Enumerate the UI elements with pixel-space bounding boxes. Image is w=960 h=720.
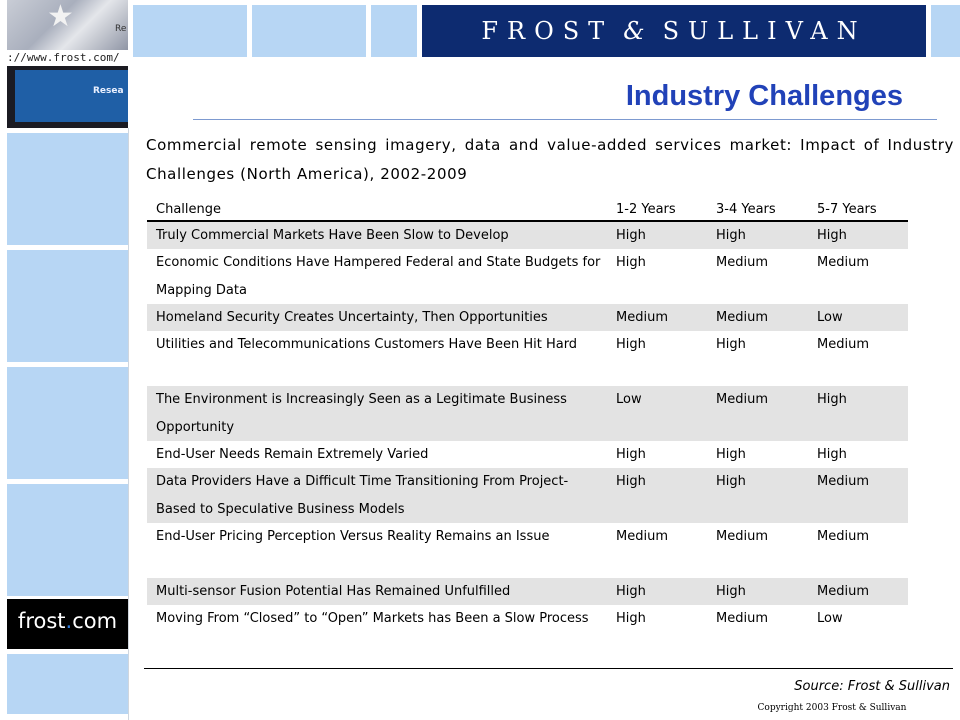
challenge-cell: End-User Pricing Perception Versus Reality Remains an Issue — [156, 529, 550, 544]
header-tile — [252, 5, 366, 57]
brand-frost: FROST — [481, 17, 614, 45]
header-3-4-years: 3-4 Years — [716, 202, 776, 217]
impact-5-7-cell: High — [817, 228, 847, 243]
impact-3-4-cell: High — [716, 584, 746, 599]
header-challenge: Challenge — [156, 202, 221, 217]
table-bottom-rule — [144, 668, 953, 669]
logo-dot: . — [65, 609, 73, 633]
challenges-table — [147, 200, 908, 660]
copyright-notice: Copyright 2003 Frost & Sullivan — [704, 702, 960, 720]
rail-tile — [7, 133, 128, 245]
impact-3-4-cell: Medium — [716, 392, 768, 407]
brand-ampersand: & — [623, 17, 645, 45]
challenge-cell: End-User Needs Remain Extremely Varied — [156, 447, 429, 462]
rail-divider — [128, 128, 129, 720]
page-title: Industry Challenges — [625, 80, 903, 112]
impact-1-2-cell: Medium — [616, 310, 668, 325]
rail-tile — [7, 367, 128, 479]
table-row — [147, 578, 908, 605]
header-1-2-years: 1-2 Years — [616, 202, 676, 217]
logo-text-right: com — [72, 609, 118, 633]
impact-5-7-cell: Medium — [817, 529, 869, 544]
table-row — [147, 523, 908, 578]
challenge-cell: Data Providers Have a Difficult Time Transitioning From Project-Based to Speculative Business Models — [156, 474, 569, 517]
table-row — [147, 249, 908, 304]
table-row — [147, 222, 908, 249]
impact-1-2-cell: High — [616, 584, 646, 599]
impact-5-7-cell: High — [817, 392, 847, 407]
impact-1-2-cell: High — [616, 474, 646, 489]
challenge-cell: Homeland Security Creates Uncertainty, Then Opportunities — [156, 310, 548, 325]
logo-text-left: frost — [17, 609, 66, 633]
table-row — [147, 331, 908, 386]
header-tile — [371, 5, 417, 57]
left-rail — [0, 0, 132, 720]
table-row — [147, 605, 908, 660]
impact-3-4-cell: Medium — [716, 310, 768, 325]
impact-3-4-cell: Medium — [716, 255, 768, 270]
impact-1-2-cell: High — [616, 337, 646, 352]
impact-1-2-cell: High — [616, 611, 646, 626]
impact-3-4-cell: High — [716, 228, 746, 243]
rail-tile — [7, 654, 128, 714]
frost-com-logo — [7, 599, 128, 649]
header-tile — [133, 5, 247, 57]
challenge-cell: Utilities and Telecommunications Customers Have Been Hit Hard — [156, 337, 578, 352]
header-tile — [931, 5, 960, 57]
impact-1-2-cell: Low — [616, 392, 642, 407]
impact-3-4-cell: Medium — [716, 529, 768, 544]
rail-tile — [7, 250, 128, 362]
table-row — [147, 468, 908, 523]
challenge-cell: Moving From “Closed” to “Open” Markets has Been a Slow Process — [156, 611, 589, 626]
source-note: Source: Frost & Sullivan — [794, 679, 950, 694]
impact-3-4-cell: High — [716, 474, 746, 489]
table-header-row — [147, 200, 908, 222]
star-icon: ★ — [47, 0, 74, 34]
impact-5-7-cell: Medium — [817, 474, 869, 489]
table-row — [147, 386, 908, 441]
impact-5-7-cell: Medium — [817, 255, 869, 270]
title-divider — [193, 119, 937, 120]
impact-1-2-cell: High — [616, 228, 646, 243]
impact-3-4-cell: High — [716, 447, 746, 462]
impact-3-4-cell: High — [716, 337, 746, 352]
rail-tile — [7, 484, 128, 596]
impact-5-7-cell: Medium — [817, 584, 869, 599]
impact-1-2-cell: High — [616, 447, 646, 462]
thumbnail-banner: Resea — [15, 70, 128, 122]
table-row — [147, 441, 908, 468]
impact-5-7-cell: Low — [817, 310, 843, 325]
impact-5-7-cell: Low — [817, 611, 843, 626]
impact-3-4-cell: Medium — [716, 611, 768, 626]
challenge-cell: Multi-sensor Fusion Potential Has Remained Unfulfilled — [156, 584, 511, 599]
impact-1-2-cell: High — [616, 255, 646, 270]
challenge-cell: Economic Conditions Have Hampered Federal and State Budgets for Mapping Data — [156, 255, 601, 298]
impact-1-2-cell: Medium — [616, 529, 668, 544]
challenge-cell: Truly Commercial Markets Have Been Slow to Develop — [156, 228, 509, 243]
frost-sullivan-logo — [422, 5, 926, 57]
thumbnail-corner-text: Re — [115, 24, 127, 34]
brand-sullivan: SULLIVAN — [662, 17, 867, 45]
table-caption: Commercial remote sensing imagery, data and value-added services market: Impact of Industry Challenges (North America), 2002-2009 — [146, 136, 954, 183]
website-thumbnail — [7, 0, 128, 128]
challenge-cell: The Environment is Increasingly Seen as a Legitimate Business Opportunity — [156, 392, 567, 435]
thumbnail-url: ://www.frost.com/ — [7, 50, 128, 66]
header-5-7-years: 5-7 Years — [817, 202, 877, 217]
impact-5-7-cell: Medium — [817, 337, 869, 352]
table-row — [147, 304, 908, 331]
impact-5-7-cell: High — [817, 447, 847, 462]
